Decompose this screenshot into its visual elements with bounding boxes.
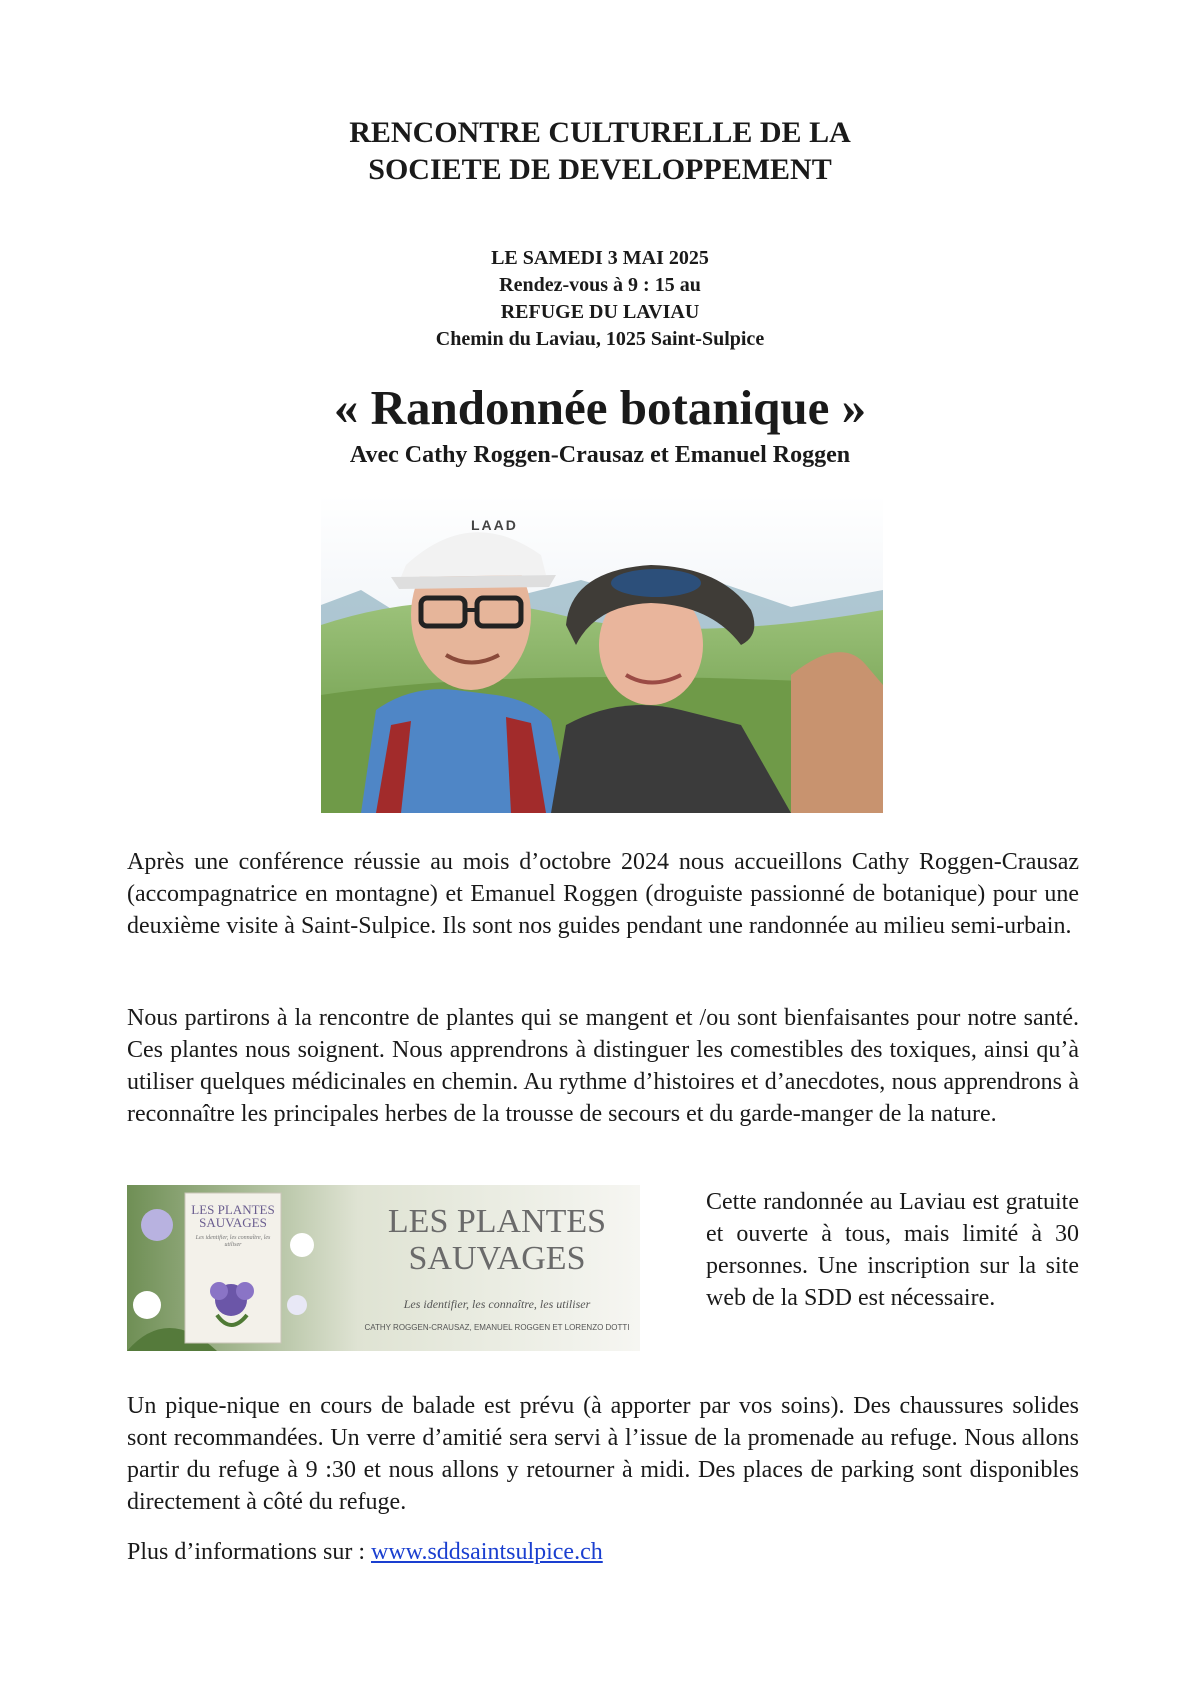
- more-info-label: Plus d’informations sur :: [127, 1539, 371, 1565]
- event-details: [0, 245, 1200, 353]
- book-banner-title-line-1: LES PLANTES: [387, 1203, 607, 1240]
- cap-logo-text: LAAD: [471, 517, 518, 533]
- event-address: Chemin du Laviau, 1025 Saint-Sulpice: [435, 328, 765, 350]
- book-banner-subtitle: Les identifier, les connaître, les utiliser: [403, 1297, 591, 1311]
- organizer-heading: [0, 114, 1200, 188]
- book-cover-title-line-2: SAUVAGES: [199, 1215, 267, 1230]
- book-banner-title: [357, 1203, 637, 1277]
- organizer-line-1: RENCONTRE CULTURELLE DE LA: [349, 116, 851, 149]
- more-info-line: [127, 1536, 603, 1568]
- event-meeting-time: Rendez-vous à 9 : 15 au: [499, 274, 701, 296]
- book-cover-title-line-1: LES PLANTES: [191, 1202, 275, 1217]
- practical-info-paragraph: Un pique-nique en cours de balade est prévu (à apporter par vos soins). Des chaussures solides sont recommandées. Un verre d’amitié sera servi à l’issue de la promenade au refuge. Nous allons partir du refuge à 9 :30 et nous allons y retourner à midi. Des places de parking sont disponibles directement à côté du refuge.: [127, 1393, 1079, 1515]
- registration-text: Cette randonnée au Laviau est gratuite et ouverte à tous, mais limité à 30 personnes. Une inscription sur la site web de la SDD est nécessaire.: [706, 1189, 1079, 1311]
- book-cover-subtitle: Les identifier, les connaître, les utiliser: [195, 1235, 271, 1248]
- event-place: REFUGE DU LAVIAU: [500, 301, 700, 323]
- event-guides: Avec Cathy Roggen-Crausaz et Emanuel Roggen: [349, 442, 851, 468]
- event-date: LE SAMEDI 3 MAI 2025: [491, 247, 709, 269]
- book-banner: [127, 1185, 640, 1351]
- event-title: « Randonnée botanique »: [333, 380, 867, 435]
- book-banner-title-line-2: SAUVAGES: [408, 1240, 586, 1277]
- guides-photo-illustration: [321, 495, 883, 813]
- organizer-line-2: SOCIETE DE DEVELOPPEMENT: [368, 153, 832, 186]
- website-link[interactable]: www.sddsaintsulpice.ch: [371, 1539, 603, 1565]
- book-cover-title: [185, 1203, 281, 1229]
- guides-photo: [321, 495, 883, 813]
- book-banner-authors: CATHY ROGGEN-CRAUSAZ, EMANUEL ROGGEN ET LORENZO DOTTI: [364, 1323, 630, 1332]
- plants-paragraph: Nous partirons à la rencontre de plantes qui se mangent et /ou sont bienfaisantes pour notre santé. Ces plantes nous soignent. Nous apprendrons à distinguer les comestibles des toxiques, ainsi qu’à utiliser quelques médicinales en chemin. Au rythme d’histoires et d’anecdotes, nous apprendrons à reconnaître les principales herbes de la trousse de secours et du garde-manger de la nature.: [127, 1005, 1079, 1127]
- intro-paragraph: Après une conférence réussie au mois d’octobre 2024 nous accueillons Cathy Roggen-Crausaz (accompagnatrice en montagne) et Emanuel Roggen (droguiste passionné de botanique) pour une deuxième visite à Saint-Sulpice. Ils sont nos guides pendant une randonnée au milieu semi-urbain.: [127, 849, 1079, 939]
